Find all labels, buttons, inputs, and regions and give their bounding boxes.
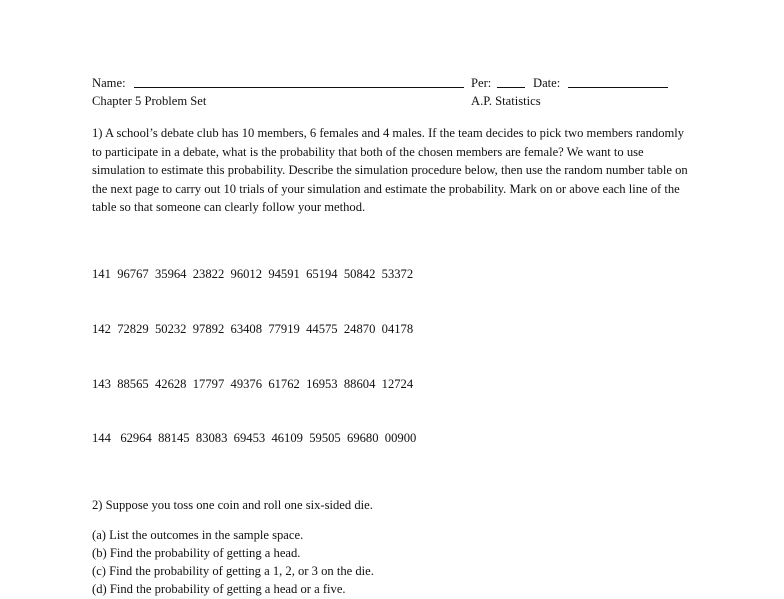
list-item: (d) Find the probability of getting a head or a five. [92, 582, 346, 597]
table-row: 144 62964 88145 83083 69453 46109 59505 69680 00900 [92, 431, 417, 446]
table-row: 143 88565 42628 17797 49376 61762 16953 88604 12724 [92, 376, 414, 391]
name-label: Name: [92, 76, 126, 90]
problem-1: 1) A school’s debate club has 10 members, 6 females and 4 males. If the team decides to pick two members randomly to participate in a debate, what is the probability that both of the chosen members are female? We want to use simulation to estimate this probability. Describe the simulation procedure below, then use the random number table on the next page to carry out 10 trials of your simulation and estimate the probability. Mark on or above each line of the table so that someone can clearly follow your method. [92, 126, 688, 215]
per-label: Per: [471, 76, 492, 90]
list-item: (c) Find the probability of getting a 1, 2, or 3 on the die. [92, 564, 374, 579]
name-blank [134, 74, 464, 88]
problem-2: 2) Suppose you toss one coin and roll one six-sided die. [92, 497, 373, 512]
date-blank [568, 74, 668, 88]
chapter-title: Chapter 5 Problem Set [92, 94, 207, 108]
list-item: (a) List the outcomes in the sample space. [92, 527, 304, 542]
table-row: 141 96767 35964 23822 96012 94591 65194 50842 53372 [92, 267, 414, 282]
date-label: Date: [533, 76, 561, 90]
header-line [92, 74, 692, 92]
random-number-table [92, 229, 692, 484]
problem-2-parts [92, 526, 692, 599]
subheader-line [92, 92, 692, 110]
table-row: 142 72829 50232 97892 63408 77919 44575 24870 04178 [92, 321, 414, 336]
worksheet-page [92, 74, 692, 599]
per-blank [497, 74, 525, 88]
course-title: A.P. Statistics [471, 94, 541, 108]
list-item: (b) Find the probability of getting a head. [92, 546, 301, 561]
